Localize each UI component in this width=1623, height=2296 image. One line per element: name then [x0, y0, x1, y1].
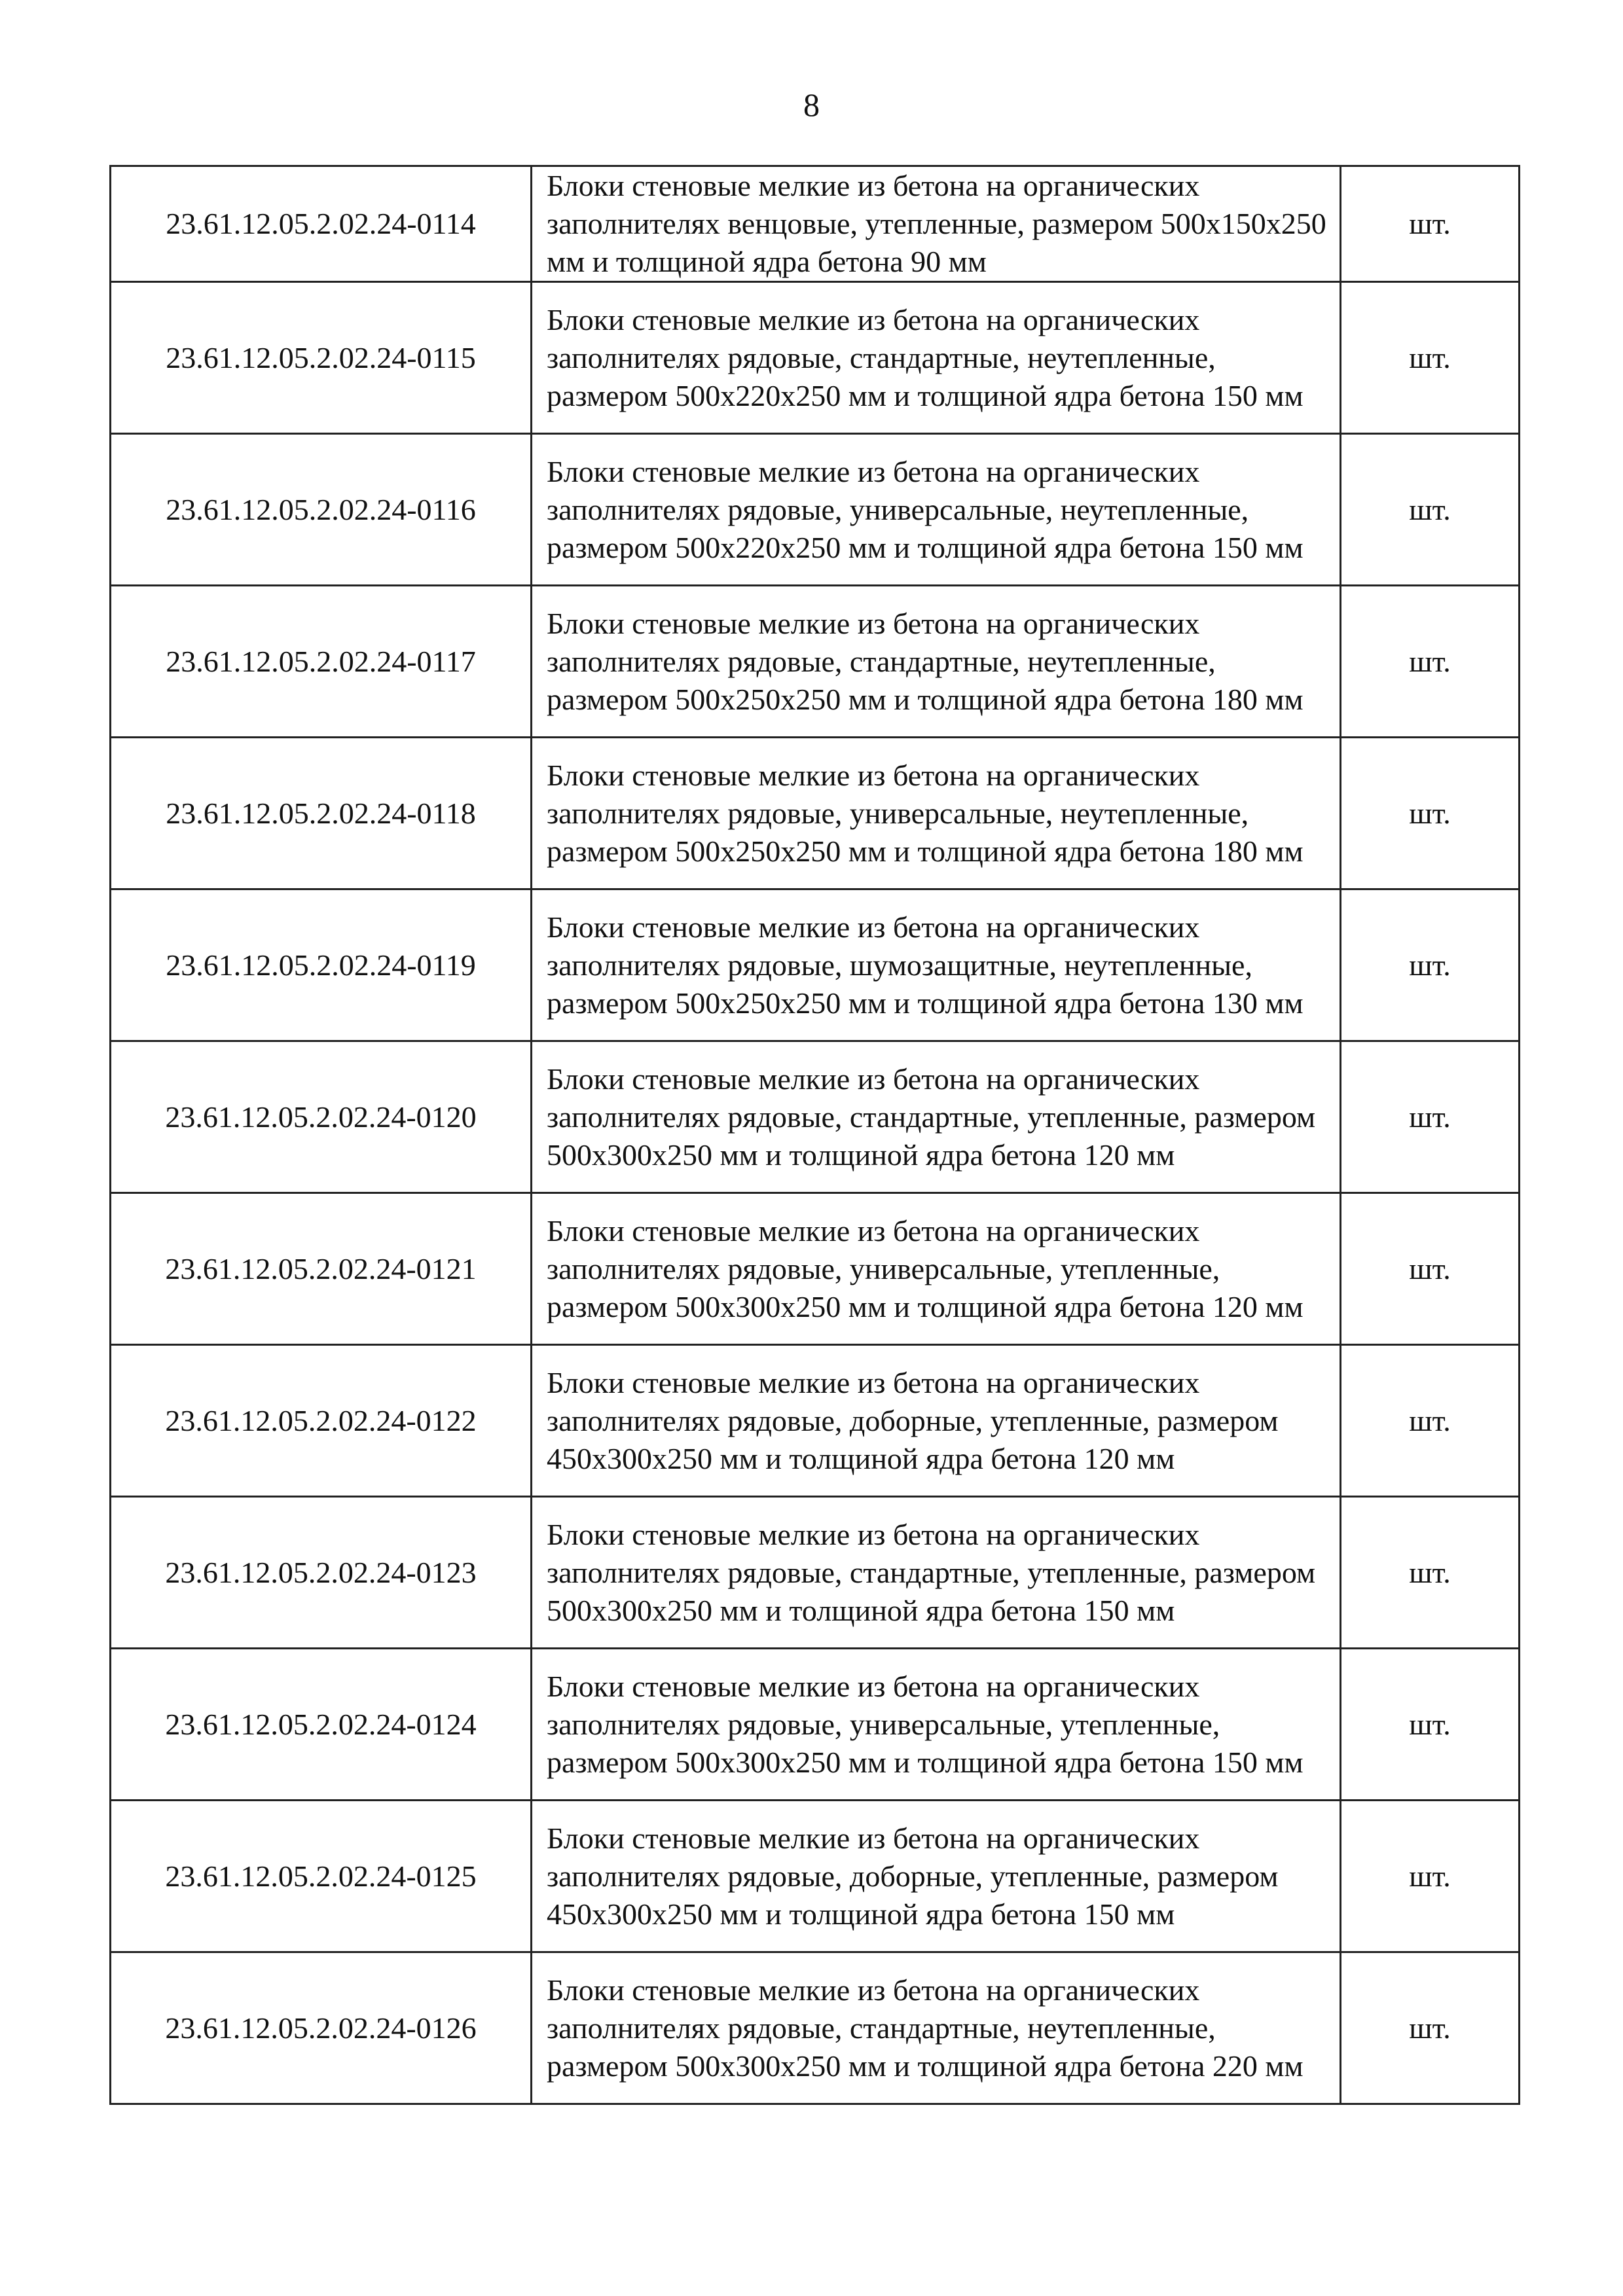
table-row: [111, 738, 1520, 889]
resource-description: Блоки стеновые мелкие из бетона на органических заполнителях рядовые, доборные, утепленные, размером 450x300x250 мм и толщиной ядра бетона 150 мм: [532, 1801, 1341, 1952]
table-row: [111, 282, 1520, 434]
resource-code: 23.61.12.05.2.02.24-0122: [111, 1345, 532, 1497]
resource-unit: шт.: [1341, 1497, 1520, 1649]
resource-unit: шт.: [1341, 1649, 1520, 1801]
resource-code: 23.61.12.05.2.02.24-0121: [111, 1193, 532, 1345]
resource-description: Блоки стеновые мелкие из бетона на органических заполнителях рядовые, стандартные, неутепленные, размером 500x250x250 мм и толщиной ядра бетона 180 мм: [532, 586, 1341, 738]
table-row: [111, 1193, 1520, 1345]
resource-unit: шт.: [1341, 1193, 1520, 1345]
resource-code: 23.61.12.05.2.02.24-0119: [111, 889, 532, 1041]
resource-unit: шт.: [1341, 282, 1520, 434]
resource-description: Блоки стеновые мелкие из бетона на органических заполнителях рядовые, стандартные, утепленные, размером 500x300x250 мм и толщиной ядра бетона 120 мм: [532, 1041, 1341, 1193]
table-row: [111, 1497, 1520, 1649]
resource-unit: шт.: [1341, 1345, 1520, 1497]
table-row: [111, 1649, 1520, 1801]
table-row: [111, 586, 1520, 738]
resource-code: 23.61.12.05.2.02.24-0115: [111, 282, 532, 434]
resource-unit: шт.: [1341, 166, 1520, 282]
resource-code: 23.61.12.05.2.02.24-0117: [111, 586, 532, 738]
resource-unit: шт.: [1341, 1952, 1520, 2104]
resource-code: 23.61.12.05.2.02.24-0120: [111, 1041, 532, 1193]
resource-description: Блоки стеновые мелкие из бетона на органических заполнителях рядовые, доборные, утепленные, размером 450x300x250 мм и толщиной ядра бетона 120 мм: [532, 1345, 1341, 1497]
table-row: [111, 1801, 1520, 1952]
resource-code: 23.61.12.05.2.02.24-0125: [111, 1801, 532, 1952]
table-row: [111, 1952, 1520, 2104]
resource-unit: шт.: [1341, 434, 1520, 586]
resource-description: Блоки стеновые мелкие из бетона на органических заполнителях рядовые, универсальные, неутепленные, размером 500x250x250 мм и толщиной ядра бетона 180 мм: [532, 738, 1341, 889]
table-row: [111, 434, 1520, 586]
resource-unit: шт.: [1341, 738, 1520, 889]
resource-description: Блоки стеновые мелкие из бетона на органических заполнителях рядовые, стандартные, утепленные, размером 500x300x250 мм и толщиной ядра бетона 150 мм: [532, 1497, 1341, 1649]
resource-description: Блоки стеновые мелкие из бетона на органических заполнителях рядовые, шумозащитные, неутепленные, размером 500x250x250 мм и толщиной ядра бетона 130 мм: [532, 889, 1341, 1041]
resource-unit: шт.: [1341, 586, 1520, 738]
resource-description: Блоки стеновые мелкие из бетона на органических заполнителях рядовые, универсальные, утепленные, размером 500x300x250 мм и толщиной ядра бетона 120 мм: [532, 1193, 1341, 1345]
resource-code: 23.61.12.05.2.02.24-0116: [111, 434, 532, 586]
table-row: [111, 166, 1520, 282]
resource-table: [109, 165, 1520, 2105]
resource-description: Блоки стеновые мелкие из бетона на органических заполнителях рядовые, универсальные, неутепленные, размером 500x220x250 мм и толщиной ядра бетона 150 мм: [532, 434, 1341, 586]
resource-unit: шт.: [1341, 1801, 1520, 1952]
resource-code: 23.61.12.05.2.02.24-0126: [111, 1952, 532, 2104]
resource-description: Блоки стеновые мелкие из бетона на органических заполнителях рядовые, стандартные, неутепленные, размером 500x220x250 мм и толщиной ядра бетона 150 мм: [532, 282, 1341, 434]
resource-description: Блоки стеновые мелкие из бетона на органических заполнителях венцовые, утепленные, размером 500x150x250 мм и толщиной ядра бетона 90 мм: [532, 166, 1341, 282]
table-row: [111, 889, 1520, 1041]
resource-description: Блоки стеновые мелкие из бетона на органических заполнителях рядовые, универсальные, утепленные, размером 500x300x250 мм и толщиной ядра бетона 150 мм: [532, 1649, 1341, 1801]
resource-unit: шт.: [1341, 1041, 1520, 1193]
table-row: [111, 1345, 1520, 1497]
resource-code: 23.61.12.05.2.02.24-0114: [111, 166, 532, 282]
resource-code: 23.61.12.05.2.02.24-0118: [111, 738, 532, 889]
resource-unit: шт.: [1341, 889, 1520, 1041]
resource-description: Блоки стеновые мелкие из бетона на органических заполнителях рядовые, стандартные, неутепленные, размером 500x300x250 мм и толщиной ядра бетона 220 мм: [532, 1952, 1341, 2104]
resource-code: 23.61.12.05.2.02.24-0123: [111, 1497, 532, 1649]
page-number: 8: [803, 86, 820, 123]
table-row: [111, 1041, 1520, 1193]
resource-code: 23.61.12.05.2.02.24-0124: [111, 1649, 532, 1801]
